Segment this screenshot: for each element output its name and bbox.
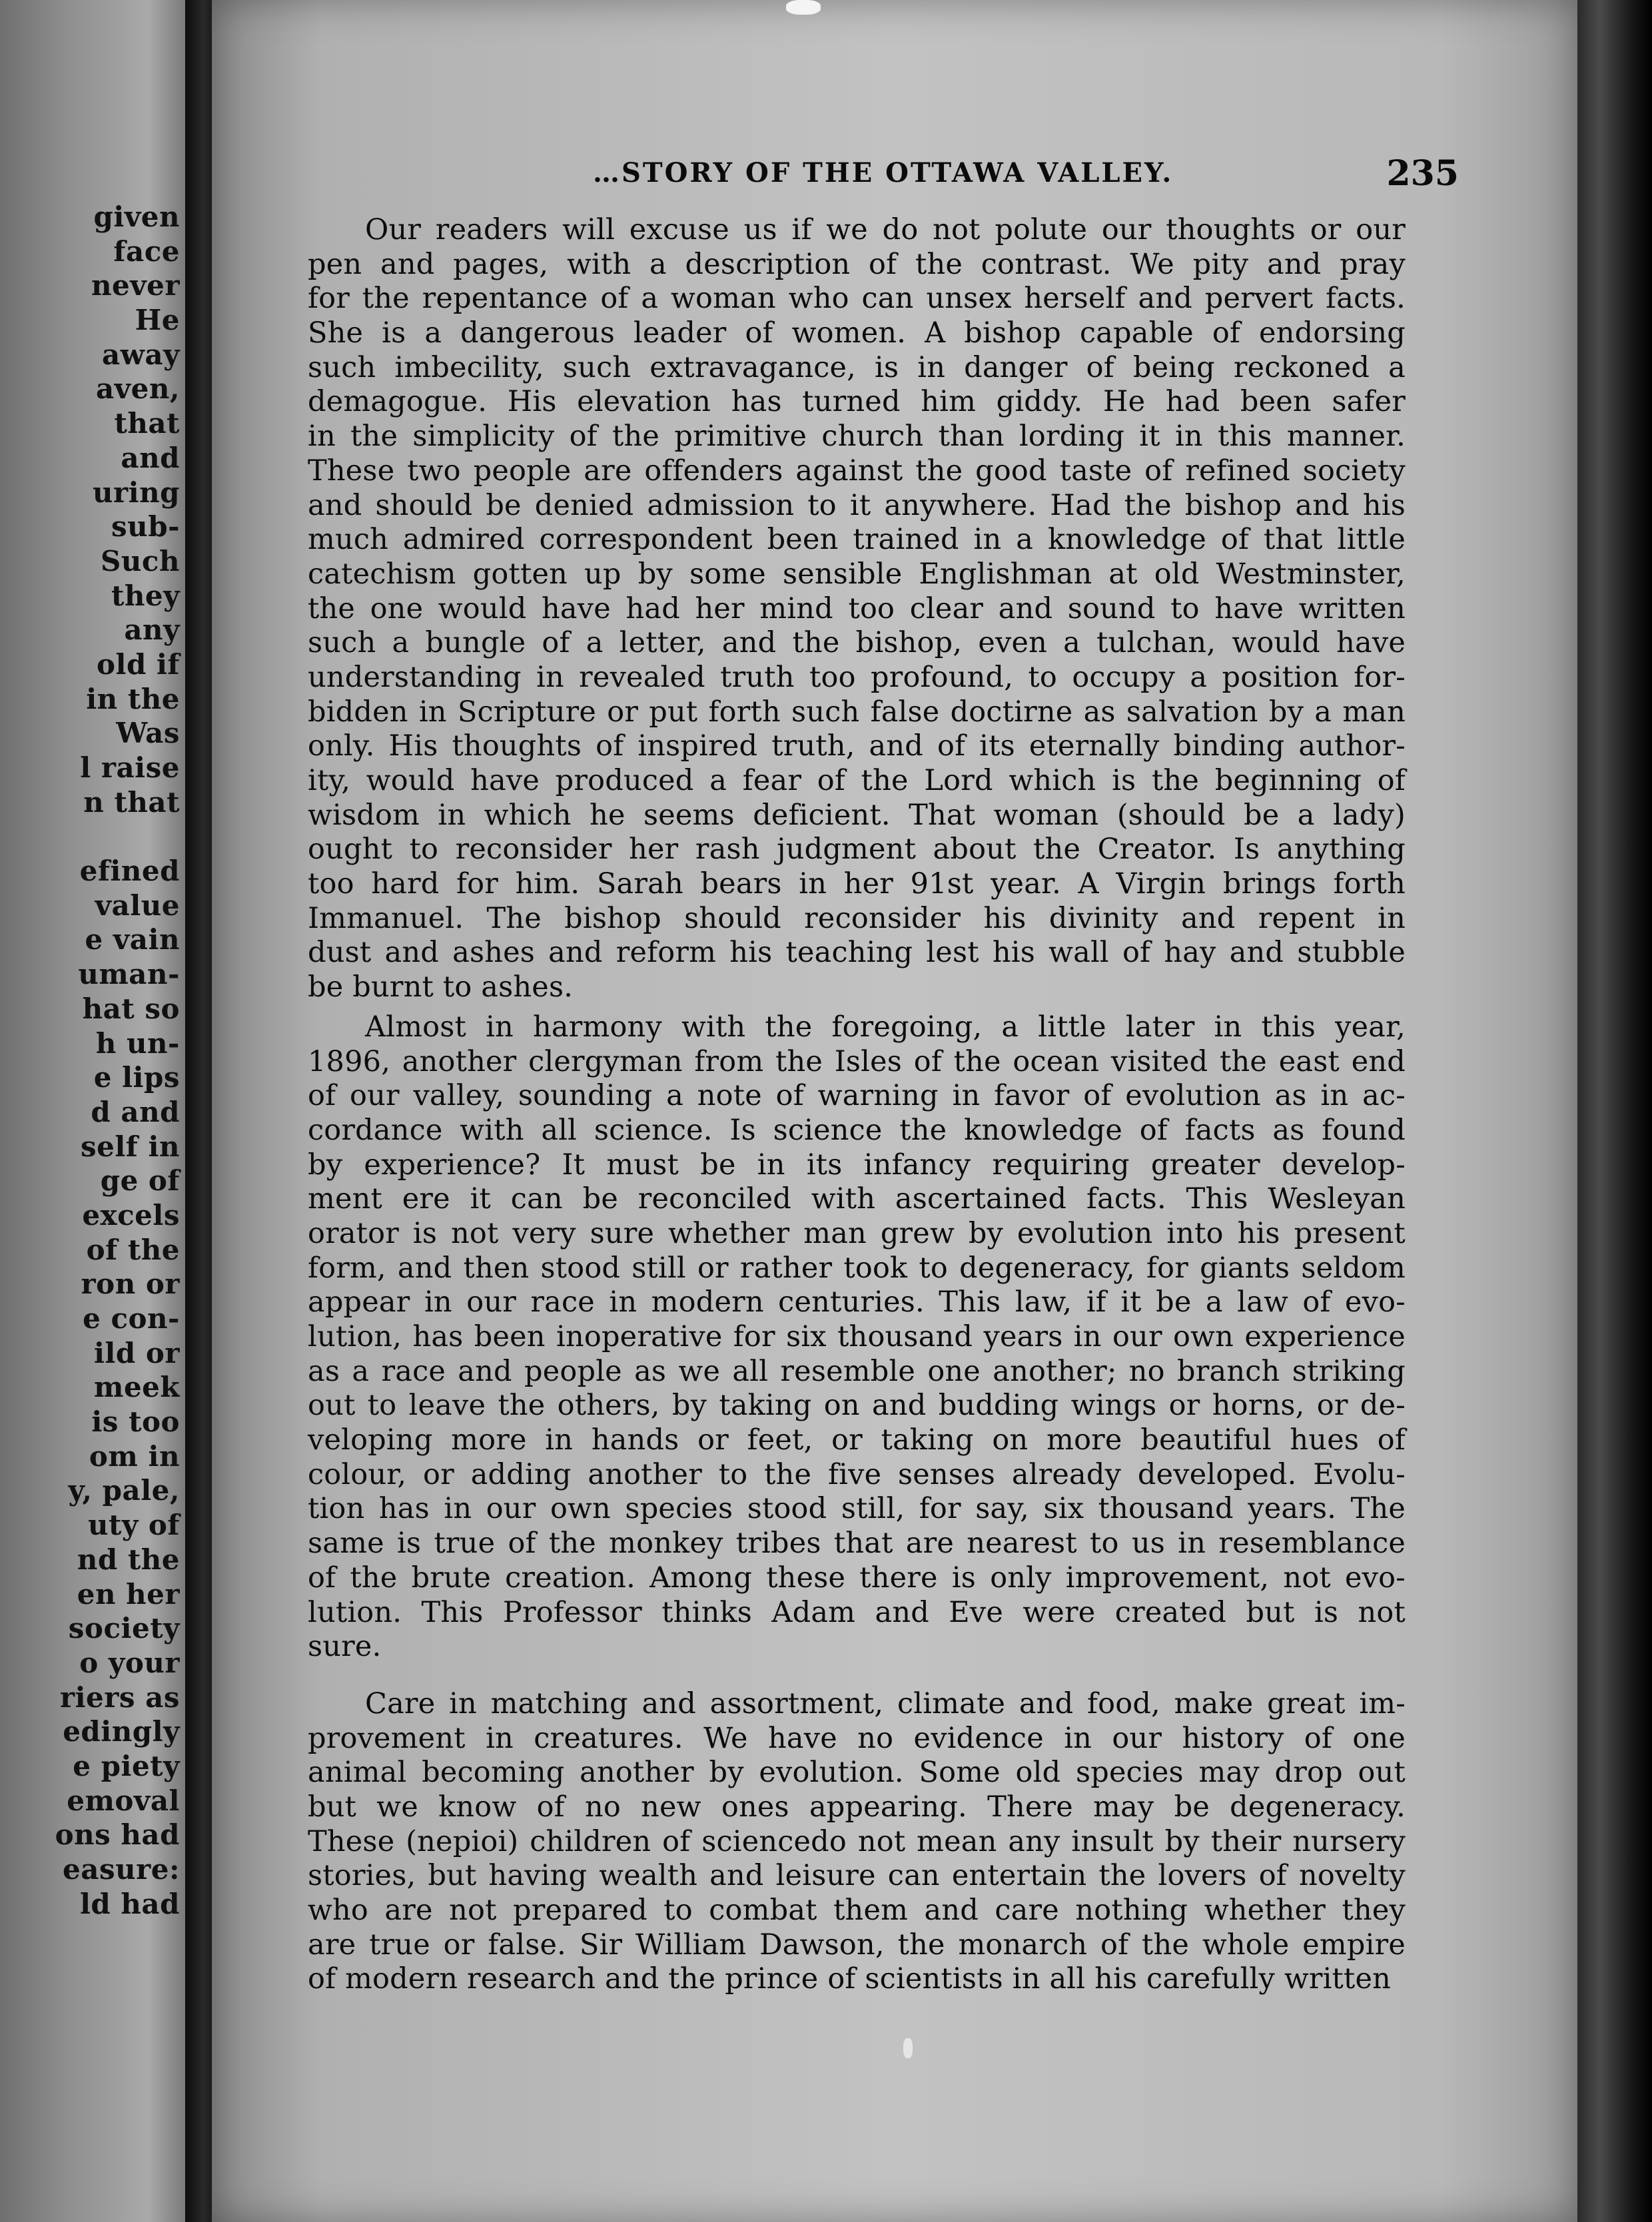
- left-page-line: given: [93, 200, 180, 233]
- left-page-line: hat so: [82, 992, 180, 1025]
- page-edge-shadow: [1577, 0, 1652, 2222]
- left-page-line: self in: [80, 1130, 180, 1163]
- left-page-line: h un-: [95, 1026, 180, 1060]
- text-line: as a race and people as we all resemble one another; no branch striking: [308, 1354, 1406, 1388]
- text-line: bidden in Scripture or put forth such false doctirne as salvation by a man: [308, 695, 1406, 729]
- left-page-line: uring: [92, 476, 180, 509]
- left-page-line: they: [111, 579, 180, 612]
- left-page-line: e piety: [73, 1749, 180, 1782]
- text-line: same is true of the monkey tribes that are nearest to us in resemblance: [308, 1527, 1406, 1561]
- left-page-line: Was: [116, 717, 180, 750]
- left-page-line: value: [95, 889, 180, 922]
- left-page-line: uty of: [87, 1509, 180, 1542]
- text-line: colour, or adding another to the five senses already developed. Evolu-: [308, 1457, 1406, 1491]
- left-page-line: aven,: [96, 372, 180, 406]
- left-page-line: face: [113, 234, 180, 268]
- text-line: the one would have had her mind too clear and sound to have written: [308, 591, 1406, 625]
- left-facing-page: [0, 0, 185, 2222]
- left-page-line: any: [124, 613, 180, 647]
- text-line: These two people are offenders against the good taste of refined society: [308, 454, 1406, 488]
- paragraph-1: [308, 213, 1406, 1005]
- page-number: 235: [1386, 153, 1459, 194]
- scan-speck: [903, 2038, 913, 2058]
- text-line: Our readers will excuse us if we do not polute our thoughts or our: [365, 213, 1406, 246]
- left-page-line: of the: [86, 1233, 180, 1266]
- text-line: out to leave the others, by taking on and budding wings or horns, or de-: [308, 1389, 1406, 1423]
- left-page-line: and: [121, 441, 180, 474]
- text-line: animal becoming another by evolution. Some old species may drop out: [308, 1756, 1406, 1790]
- text-line: cordance with all science. Is science the knowledge of facts as found: [308, 1113, 1406, 1147]
- text-line: much admired correspondent been trained in a knowledge of that little: [308, 523, 1406, 557]
- left-page-line: sub-: [111, 510, 180, 544]
- left-page-line: e lips: [93, 1061, 180, 1094]
- left-page-line: riers as: [59, 1680, 180, 1714]
- text-line: of modern research and the prince of scientists in all his carefully written: [308, 1962, 1392, 1996]
- text-line: only. His thoughts of inspired truth, and of its eternally binding author-: [308, 729, 1406, 763]
- text-line: of the brute creation. Among these there is only improvement, not evo-: [308, 1561, 1406, 1595]
- left-page-text: [0, 200, 180, 1921]
- left-page-line: d and: [91, 1095, 180, 1128]
- running-head: …STORY OF THE OTTAWA VALLEY.: [593, 157, 1174, 188]
- left-page-line: edingly: [63, 1715, 180, 1748]
- text-line: demagogue. His elevation has turned him giddy. He had been safer: [308, 385, 1406, 419]
- left-page-line: easure:: [63, 1853, 180, 1886]
- text-line: ought to reconsider her rash judgment about the Creator. Is anything: [308, 833, 1406, 867]
- text-line: dust and ashes and reform his teaching lest his wall of hay and stubble: [308, 936, 1406, 970]
- left-page-line: society: [68, 1612, 180, 1645]
- text-line: for the repentance of a woman who can unsex herself and pervert facts.: [308, 282, 1406, 316]
- left-page-line: l raise: [80, 751, 180, 784]
- left-page-line: [0, 819, 180, 854]
- left-page-line: away: [102, 338, 180, 371]
- text-line: who are not prepared to combat them and care nothing whether they: [308, 1894, 1406, 1927]
- text-line: in the simplicity of the primitive church than lording it in this manner.: [308, 420, 1406, 454]
- paragraph-2: [308, 1010, 1406, 1665]
- text-line: tion has in our own species stood still, for say, six thousand years. The: [308, 1492, 1406, 1526]
- text-line: such imbecility, such extravagance, is in danger of being reckoned a: [308, 350, 1406, 384]
- left-page-line: y, pale,: [68, 1474, 180, 1507]
- left-page-line: efined: [79, 855, 180, 888]
- text-line: and should be denied admission to it anywhere. Had the bishop and his: [308, 488, 1406, 522]
- text-line: by experience? It must be in its infancy requiring greater develop-: [308, 1148, 1406, 1182]
- text-line: appear in our race in modern centuries. This law, if it be a law of evo-: [308, 1286, 1406, 1319]
- text-line: wisdom in which he seems deficient. That woman (should be a lady): [308, 798, 1406, 832]
- text-line: of our valley, sounding a note of warning in favor of evolution as in ac-: [308, 1079, 1406, 1113]
- left-page-line: ild or: [93, 1336, 180, 1369]
- text-line: Immanuel. The bishop should reconsider his divinity and repent in: [308, 901, 1406, 935]
- left-page-line: ld had: [79, 1887, 180, 1920]
- left-page-line: He: [135, 304, 180, 337]
- left-page-line: e con-: [83, 1302, 180, 1335]
- text-line: She is a dangerous leader of women. A bishop capable of endorsing: [308, 316, 1406, 350]
- text-line: catechism gotten up by some sensible Englishman at old Westminster,: [308, 557, 1406, 591]
- paragraph-3: [308, 1687, 1406, 1997]
- text-line: Almost in harmony with the foregoing, a little later in this year,: [365, 1010, 1406, 1044]
- text-line: These (nepioi) children of sciencedo not mean any insult by their nursery: [308, 1824, 1406, 1858]
- text-line: are true or false. Sir William Dawson, the monarch of the whole empire: [308, 1928, 1406, 1962]
- left-page-line: om in: [89, 1439, 180, 1473]
- left-page-line: n that: [83, 785, 180, 819]
- text-line: but we know of no new ones appearing. There may be degeneracy.: [308, 1790, 1406, 1824]
- text-line: orator is not very sure whether man grew by evolution into his present: [308, 1216, 1406, 1250]
- text-line: understanding in revealed truth too profound, to occupy a position for-: [308, 660, 1406, 694]
- left-page-line: o your: [79, 1646, 180, 1679]
- text-line: Care in matching and assortment, climate and food, make great im-: [365, 1686, 1406, 1720]
- text-line: provement in creatures. We have no evidence in our history of one: [308, 1721, 1406, 1755]
- left-page-line: excels: [82, 1198, 180, 1232]
- text-line: sure.: [308, 1630, 382, 1664]
- scan-speck: [786, 0, 821, 15]
- left-page-line: en her: [77, 1577, 180, 1611]
- text-line: too hard for him. Sarah bears in her 91st year. A Virgin brings forth: [308, 867, 1406, 901]
- left-page-line: meek: [94, 1371, 180, 1404]
- left-page-line: emoval: [67, 1784, 180, 1817]
- left-page-line: uman-: [78, 958, 180, 991]
- left-page-line: ron or: [81, 1268, 180, 1301]
- text-line: 1896, another clergyman from the Isles of the ocean visited the east end: [308, 1044, 1406, 1078]
- text-line: ity, would have produced a fear of the Lord which is the beginning of: [308, 764, 1406, 797]
- text-line: be burnt to ashes.: [308, 970, 574, 1004]
- text-line: pen and pages, with a description of the contrast. We pity and pray: [308, 247, 1406, 281]
- text-line: form, and then stood still or rather took to degeneracy, for giants seldom: [308, 1251, 1406, 1285]
- left-page-line: ons had: [55, 1818, 180, 1852]
- left-page-line: in the: [86, 682, 180, 715]
- text-line: lution, has been inoperative for six thousand years in our own experience: [308, 1320, 1406, 1353]
- left-page-line: never: [91, 269, 180, 302]
- text-line: lution. This Professor thinks Adam and Eve were created but is not: [308, 1595, 1406, 1629]
- left-page-line: that: [114, 407, 180, 440]
- body-text: [308, 213, 1406, 1997]
- left-page-line: Such: [101, 544, 180, 577]
- text-line: veloping more in hands or feet, or taking on more beautiful hues of: [308, 1423, 1406, 1457]
- left-page-line: e vain: [85, 923, 180, 956]
- text-line: such a bungle of a letter, and the bishop, even a tulchan, would have: [308, 626, 1406, 660]
- left-page-line: old if: [97, 647, 180, 681]
- page-header: [593, 153, 1459, 200]
- left-page-line: nd the: [77, 1543, 180, 1576]
- text-line: ment ere it can be reconciled with ascertained facts. This Wesleyan: [308, 1182, 1406, 1216]
- left-page-line: is too: [91, 1405, 180, 1439]
- text-line: stories, but having wealth and leisure can entertain the lovers of novelty: [308, 1859, 1406, 1893]
- left-page-line: ge of: [100, 1164, 180, 1198]
